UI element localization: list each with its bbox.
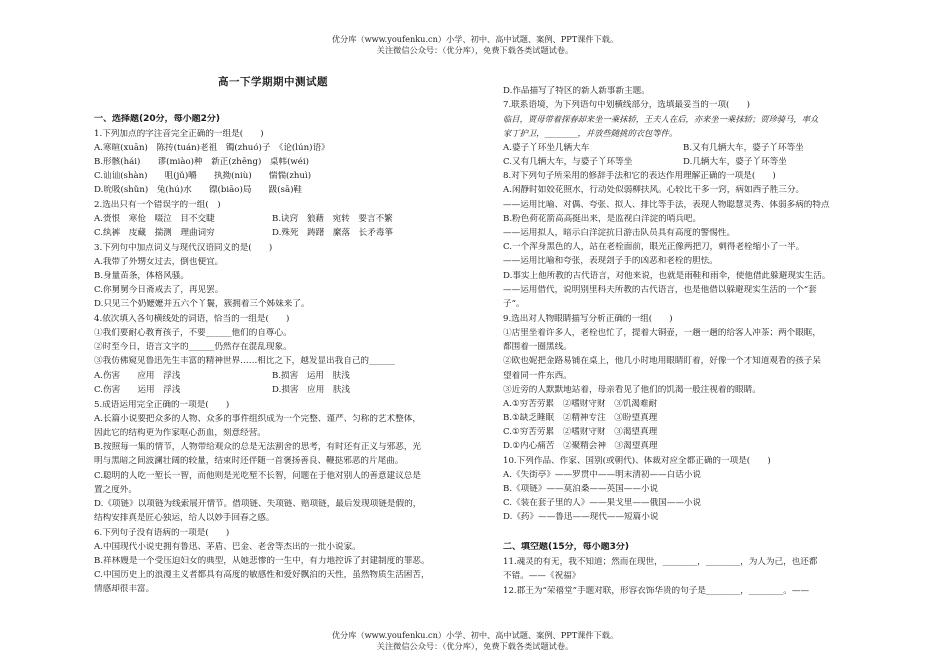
option-4d: D.损害 应用 肤浅	[272, 385, 351, 395]
option-10d: D.《药》——鲁迅——现代——短篇小说	[503, 512, 659, 522]
sentence-9-2: ②欧也妮把金路易铺在桌上，他几小时地用眼睛盯着，好像一个才知道观看的孩子呆	[503, 356, 821, 366]
option-5d-line-2: 结构安排真是匠心独运，给人以妙手回春之感。	[94, 513, 275, 523]
option-4c: C.伤害 运用 浮浅	[94, 385, 181, 395]
option-5a-line-2: 因此它的结构更为作家呕心沥血，刻意经营。	[94, 428, 266, 438]
option-8b: B.粉色荷花箭高高挺出来，是监视白洋淀的哨兵吧。	[503, 214, 702, 224]
option-3b: B.身量苗条，体格风骚。	[94, 271, 189, 281]
option-1d: D.吮吸(shǔn) 兔(hú)水 镖(biāo)局 趿(sā)鞋	[94, 185, 303, 195]
option-8d-explanation-1: ——运用借代，说明别里科夫所教的古代语言，也是他借以躲避现实生活的一个“套	[503, 285, 817, 295]
option-8a: A.闲静时如姣花照水，行动处似弱柳扶风。心较比干多一窍，病如西子胜三分。	[503, 185, 805, 195]
option-1a: A.寒暄(xuān) 陈抟(tuán)老祖 镯(zhuó)子 《论(lún)语》	[94, 143, 330, 153]
option-3c: C.你舅舅今日斋戒去了，再见罢。	[94, 285, 224, 295]
option-8b-explanation: ——运用拟人，暗示白洋淀抗日游击队员具有高度的警惕性。	[503, 228, 736, 238]
option-2a: A.赍恨 寒伧 啜泣 目不交睫	[94, 214, 215, 224]
option-9d: D.①内心痛苦 ②聚精会神 ③渴望真理	[503, 441, 658, 451]
option-10b: B.《项链》——莫泊桑——英国——小说	[503, 484, 659, 494]
option-3d: D.只见三个奶嬷嬷并五六个丫鬟，簇拥着三个姊妹来了。	[94, 299, 310, 309]
sentence-4-1: ①我们要耐心教育孩子，不要______他们的自尊心。	[94, 328, 292, 338]
question-6: 6.下列句子没有语病的一项是( )	[94, 528, 230, 538]
option-2c: C.纨裤 庋藏 揣测 理曲词穷	[94, 228, 215, 238]
option-3a: A.我带了外甥女过去，倒也便宜。	[94, 257, 224, 267]
option-6d: D.作品描写了特区的新人新事新主题。	[503, 86, 650, 96]
option-7d: D.几辆大车，婆子丫环等坐	[683, 157, 787, 167]
question-11-cont: 不错。——《祝福》	[503, 571, 581, 581]
option-7a: A.婆子丫环坐几辆大车	[503, 143, 590, 153]
option-9b: B.①缺乏睡眠 ②精神专注 ③盼望真理	[503, 413, 658, 423]
option-6b: B.祥林嫂是一个受压迫妇女的典型，从她悲惨的一生中，有力地控诉了封建制度的罪恶。	[94, 556, 430, 566]
section-heading-fill: 二、填空题(15分，每小题3分)	[503, 542, 630, 552]
option-8c: C.一个浑身黑色的人，站在老栓面前，眼光正像两把刀，刺得老栓缩小了一半。	[503, 242, 805, 252]
page-header	[0, 34, 950, 56]
option-6c-line-2: 情感却很丰富。	[94, 584, 155, 594]
option-5a-line-1: A.长篇小说要把众多的人物、众多的事件组织成为一个完整、谨严、匀称的艺术整体，	[94, 414, 421, 424]
question-2: 2.选出只有一个错误字的一组( )	[94, 200, 221, 210]
option-4a: A.伤害 应用 浮浅	[94, 371, 181, 381]
option-8a-explanation: ——运用比喻、对偶、夸张、拟人、排比等手法，表现人物聪慧灵秀、体弱多病的特点	[503, 200, 830, 210]
question-7: 7.联系语境，为下列语句中划横线部分，选填最妥当的一项( )	[503, 100, 750, 110]
question-10: 10.下列作品、作家、国别(或朝代)、体裁对应全都正确的一项是( )	[503, 456, 771, 466]
option-7c: C.又有几辆大车，与婆子丫环等坐	[503, 157, 633, 167]
option-5c-line-2: 置之度外。	[94, 485, 137, 495]
option-1c: C.讪讪(shàn) 咀(jǔ)嚼 执拗(niù) 惴惴(zhuì)	[94, 171, 312, 181]
sentence-9-2-cont: 望着同一件东西。	[503, 371, 572, 381]
option-10a: A.《失街亭》——罗贯中——明末清初——白话小说	[503, 470, 702, 480]
question-5: 5.成语运用完全正确的一项是( )	[94, 400, 230, 410]
footer-line-1: 优分库（www.youfenku.cn）小学、初中、高中试题、案例、PPT课件下载。	[331, 630, 619, 640]
option-9a: A.①穷苦劳累 ②嗜财守财 ③饥渴难耐	[503, 399, 658, 409]
header-line-1: 优分库（www.youfenku.cn）小学、初中、高中试题、案例、PPT课件下载。	[331, 34, 619, 44]
question-9: 9.选出对人物眼睛描写分析正确的一组( )	[503, 314, 673, 324]
option-5d-line-1: D.《项链》以项链为线索展开情节。借项链、失项链、赔项链，最后发现项链是假的，	[94, 499, 422, 509]
option-8c-explanation: ——运用比喻和夸张，表现刽子手的凶恶和老栓的胆怯。	[503, 256, 718, 266]
option-8d-explanation-2: 子”。	[503, 299, 525, 309]
option-7b: B.又有几辆大车，婆子丫环等坐	[683, 143, 804, 153]
sentence-9-1: ①店里坐着许多人，老栓也忙了，提着大铜壶，一趟一趟的给客人冲茶；两个眼眶，	[503, 328, 821, 338]
section-heading-choice: 一、选择题(20分，每小题2分)	[94, 114, 221, 124]
exam-title: 高一下学期期中测试题	[218, 76, 328, 88]
option-9c: C.①穷苦劳累 ②嗜财守财 ③渴望真理	[503, 427, 658, 437]
footer-line-2: 关注微信公众号：（优分库），免费下载各类试题试卷。	[376, 641, 574, 651]
question-3: 3.下列句中加点词义与现代汉语同义的是( )	[94, 243, 273, 253]
page-footer	[0, 630, 950, 652]
option-5b-line-1: B.按照每一集的情节，人物带给观众的总是无法割舍的思考，有时还有正义与邪恶，光	[94, 442, 422, 452]
option-4b: B.损害 运用 肤浅	[272, 371, 350, 381]
option-2d: D.殊死 踌躇 縻落 长矛毒箏	[272, 228, 394, 238]
question-4: 4.依次填入各句横线处的词语，恰当的一组是( )	[94, 314, 290, 324]
option-1b: B.形骸(hái) 谬(miào)种 新正(zhēng) 桌帏(wéi)	[94, 157, 309, 167]
context-7-line-2: 家丁护卫，________，并放些随挑的衣包等件。	[503, 128, 678, 138]
header-line-2: 关注微信公众号：（优分库），免费下载各类试题试卷。	[376, 45, 574, 55]
option-6c-line-1: C.中国历史上的浪漫主义者都具有高度的敏感性和爱好飘泊的天性，虽然物质生活困苦，	[94, 570, 430, 580]
option-6a: A.中国现代小说史拥有鲁迅、茅盾、巴金、老舍等杰出的一批小说家。	[94, 542, 361, 552]
option-5b-line-2: 明与黑暗之间波澜壮阔的较量，结束时还伴随一首褒扬善良、鞭挞邪恶的片尾曲。	[94, 456, 404, 466]
sentence-4-3: ③我仿佛窥见鲁迅先生丰富的精神世界……相比之下，越发显出我自己的______	[94, 356, 395, 366]
question-12: 12.郡王为“荣禧堂”手题对联，形容衣饰华贵的句子是________，________。——	[503, 586, 810, 596]
question-11: 11.魂灵的有无，我不知道；然而在现世，________，________，为人为己，也还都	[503, 557, 818, 567]
sentence-4-2: ②时至今日，语言文字的______仍然存在混乱现象。	[94, 342, 292, 352]
question-8: 8.对下列句子所采用的修辞手法和它的表达作用理解正确的一项是( )	[503, 171, 776, 181]
question-1: 1.下列加点的字注音完全正确的一组是( )	[94, 129, 264, 139]
option-2b: B.诀窍 狼藉 宛转 要言不繁	[272, 214, 393, 224]
context-7-line-1: 临目，贾母带着探春却来坐一乘抹轿，王夫人在后，亦来坐一乘抹轿；贾珍骑马，率众	[503, 114, 819, 124]
option-5c-line-1: C.聪明的人吃一堑长一智，而他则是光吃堑不长智，问题在于他对别人的善意建议总是	[94, 471, 421, 481]
option-8d: D.事实上他所教的古代语言，对他来说，也就是雨鞋和雨伞，使他借此躲避现实生活。	[503, 271, 831, 281]
sentence-9-1-cont: 都围着一圈黑线。	[503, 342, 572, 352]
sentence-9-3: ③近旁的人默默地站着，母亲看见了他们的饥渴一般注视着的眼睛。	[503, 385, 761, 395]
option-10c: C.《装在套子里的人》——果戈里——俄国——小说	[503, 498, 702, 508]
